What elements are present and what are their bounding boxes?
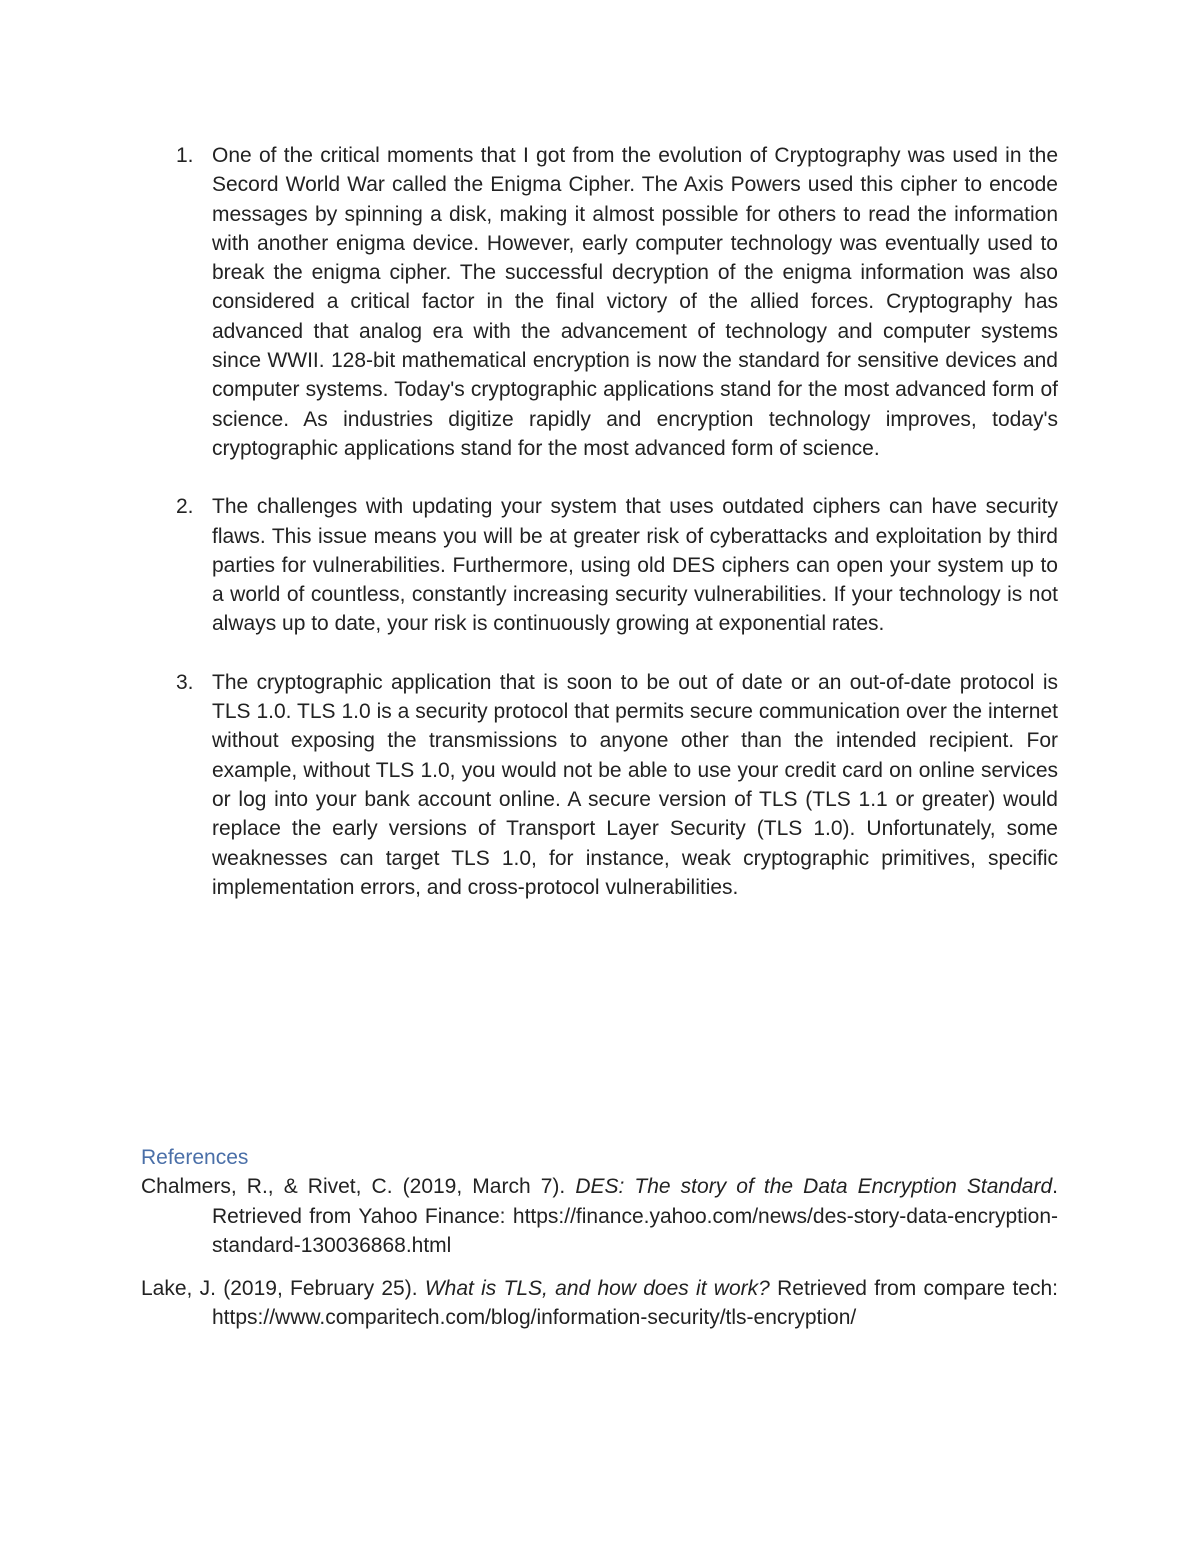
references-section	[141, 1143, 1058, 1347]
references-heading: References	[141, 1146, 249, 1169]
answer-item-3	[176, 668, 1058, 902]
answer-number: 1.	[176, 144, 194, 167]
answers-list	[176, 141, 1058, 931]
answer-number: 2.	[176, 495, 194, 519]
reference-title: What is TLS, and how does it work?	[424, 1277, 770, 1301]
reference-authors-date: Lake, J. (2019, February 25).	[141, 1277, 425, 1301]
answer-number: 3.	[176, 670, 194, 694]
answer-item-1	[176, 141, 1058, 463]
answer-paragraph: One of the critical moments that I got from the evolution of Cryptography was used in the Secord World War called the Enigma Cipher. The Axis Powers used this cipher to encode messages by spinning a disk, making it almost possible for others to read the information with another enigma device. However, early computer technology was eventually used to break the enigma cipher. The successful decryption of the enigma information was also considered a critical factor in the final victory of the allied forces. Cryptography has advanced that analog era with the advancement of technology and computer systems since WWII. 128-bit mathematical encryption is now the standard for sensitive devices and computer systems. Today's cryptographic applications stand for the most advanced form of science. As industries digitize rapidly and encryption technology improves, today's cryptographic applications stand for the most advanced form of science.	[212, 144, 1058, 460]
answer-item-2	[176, 492, 1058, 638]
reference-entry-2	[141, 1274, 1058, 1333]
reference-authors-date: Chalmers, R., & Rivet, C. (2019, March 7).	[141, 1175, 576, 1199]
reference-source: Retrieved from compare tech: https://www.comparitech.com/blog/information-security/tls-encryption/	[212, 1277, 1058, 1330]
answer-paragraph: The cryptographic application that is soon to be out of date or an out-of-date protocol is TLS 1.0. TLS 1.0 is a security protocol that permits secure communication over the internet without exposing the transmissions to anyone other than the intended recipient. For example, without TLS 1.0, you would not be able to use your credit card on online services or log into your bank account online. A secure version of TLS (TLS 1.1 or greater) would replace the early versions of Transport Layer Security (TLS 1.0). Unfortunately, some weaknesses can target TLS 1.0, for instance, weak cryptographic primitives, specific implementation errors, and cross-protocol vulnerabilities.	[212, 670, 1058, 899]
answer-paragraph: The challenges with updating your system that uses outdated ciphers can have security flaws. This issue means you will be at greater risk of cyberattacks and exploitation by third parties for vulnerabilities. Furthermore, using old DES ciphers can open your system up to a world of countless, constantly increasing security vulnerabilities. If your technology is not always up to date, your risk is continuously growing at exponential rates.	[212, 495, 1058, 636]
reference-entry-1	[141, 1172, 1058, 1260]
reference-source: . Retrieved from Yahoo Finance: https://finance.yahoo.com/news/des-story-data-encryption-standard-130036868.html	[212, 1175, 1058, 1257]
reference-title: DES: The story of the Data Encryption Standard	[575, 1175, 1053, 1199]
